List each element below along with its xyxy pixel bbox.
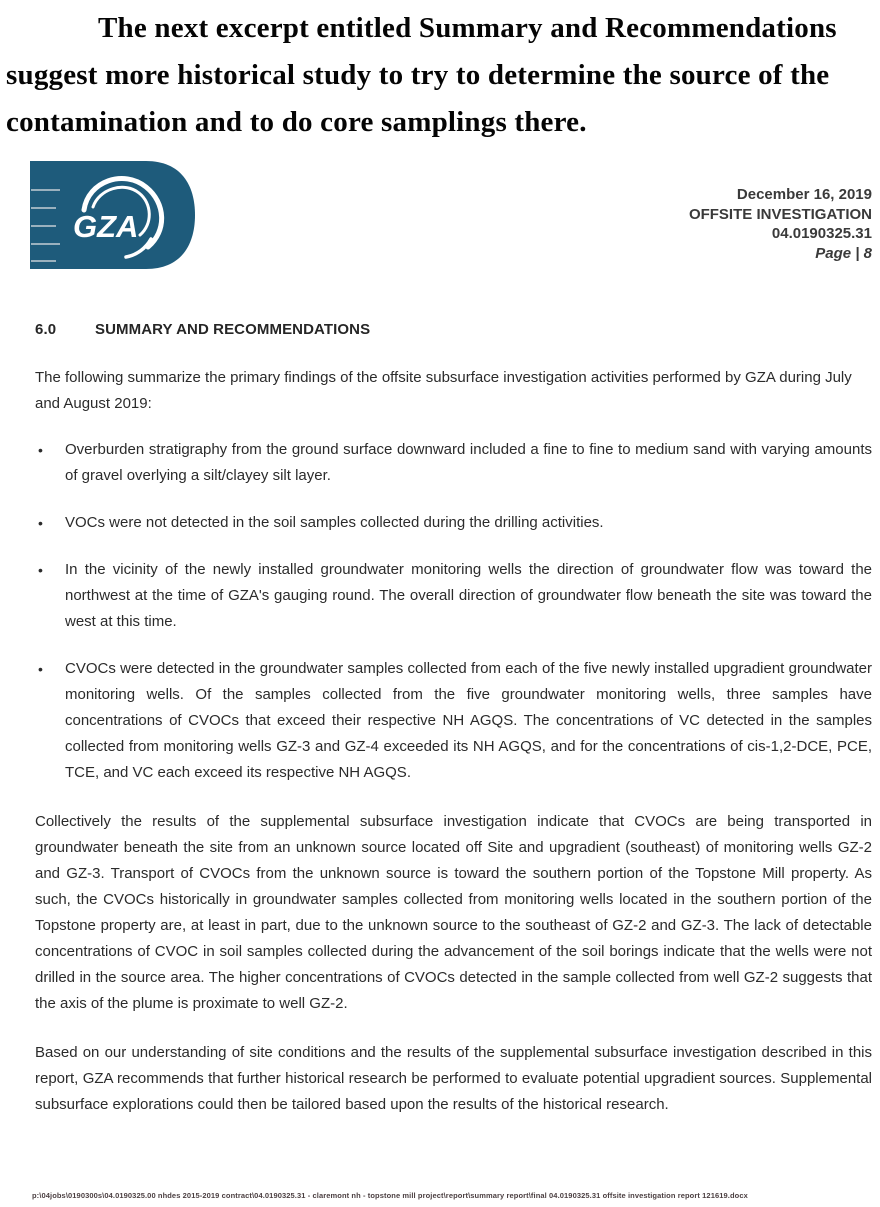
list-item-text: In the vicinity of the newly installed groundwater monitoring wells the direction of groundwater flow was toward the northwest at the time of GZA's gauging round. The overall direction of groundwater flow beneath the site was toward the west at this time. (65, 561, 872, 630)
intro-paragraph: The following summarize the primary findings of the offsite subsurface investigation activities performed by GZA during July and August 2019: (35, 369, 852, 412)
list-item-text: VOCs were not detected in the soil samples collected during the drilling activities. (65, 514, 604, 531)
letterhead (0, 161, 880, 269)
header-project-number: 04.0190325.31 (771, 225, 872, 242)
bullet-icon: • (38, 442, 43, 458)
summary-paragraph: Collectively the results of the supplemental subsurface investigation indicate that CVOCs are being transported in groundwater beneath the site from an unknown source located off Site and upgradient (southeast) of monitoring wells GZ-2 and GZ-3. Transport of CVOCs from the unknown source is toward the southern portion of the Topstone Mill property. As such, the CVOCs historically in groundwater samples collected from monitoring wells located in the southern portion of the Topstone property are, at least in part, due to the unknown source to the southeast of GZ-2 and GZ-3. The lack of detectable concentrations of CVOC in soil samples collected during the advancement of the soil borings indicate that the wells were not drilled in the source area. The higher concentrations of CVOCs detected in the sample collected from well GZ-2 suggests that the axis of the plume is proximate to well GZ-2. (35, 813, 872, 1012)
list-item (35, 557, 872, 635)
recommendation-paragraph: Based on our understanding of site conditions and the results of the supplemental subsurface investigation described in this report, GZA recommends that further historical research be performed to evaluate potential upgradient sources. Supplemental subsurface explorations could then be tailored based upon the results of the historical research. (35, 1044, 872, 1113)
list-item (35, 510, 872, 536)
footer-file-path: p:\04jobs\0190300s\04.0190325.00 nhdes 2015-2019 contract\04.0190325.31 - claremont nh - topstone mill project\report\summary report\final 04.0190325.31 offsite investigation report 121619.docx (32, 1191, 748, 1200)
document-header (689, 185, 872, 263)
section-number: 6.0 (35, 321, 57, 338)
bullet-icon: • (38, 661, 43, 677)
bullet-icon: • (38, 515, 43, 531)
gza-logo-text: GZA (73, 209, 139, 244)
header-document-title: OFFSITE INVESTIGATION (688, 205, 872, 223)
list-item-text: CVOCs were detected in the groundwater samples collected from each of the five newly installed upgradient groundwater monitoring wells. Of the samples collected from the five groundwater monitoring wells, three samples have concentrations of CVOCs that exceed their respective NH AGQS. The concentrations of VC detected in the samples collected from monitoring wells GZ-3 and GZ-4 exceeded its NH AGQS, and for the concentrations of cis-1,2-DCE, PCE, TCE, and VC each exceed its respective NH AGQS. (65, 660, 872, 781)
bullet-icon: • (38, 562, 43, 578)
list-item (35, 656, 872, 786)
header-date: December 16, 2019 (736, 186, 872, 203)
gza-logo (30, 161, 196, 269)
list-item-text: Overburden stratigraphy from the ground surface downward included a fine to fine to medium sand with varying amounts of gravel overlying a silt/clayey silt layer. (65, 441, 872, 484)
findings-list (35, 437, 872, 786)
section-title: SUMMARY AND RECOMMENDATIONS (95, 321, 371, 338)
commentary-note: The next excerpt entitled Summary and Recommendations suggest more historical study to try to determine the source of the contamination and to do core samplings there. (6, 12, 837, 138)
header-page-number: Page | 8 (815, 244, 872, 262)
gza-logo-graphic (30, 161, 196, 269)
section-heading (35, 321, 872, 338)
list-item (35, 437, 872, 489)
report-body (0, 321, 880, 1118)
